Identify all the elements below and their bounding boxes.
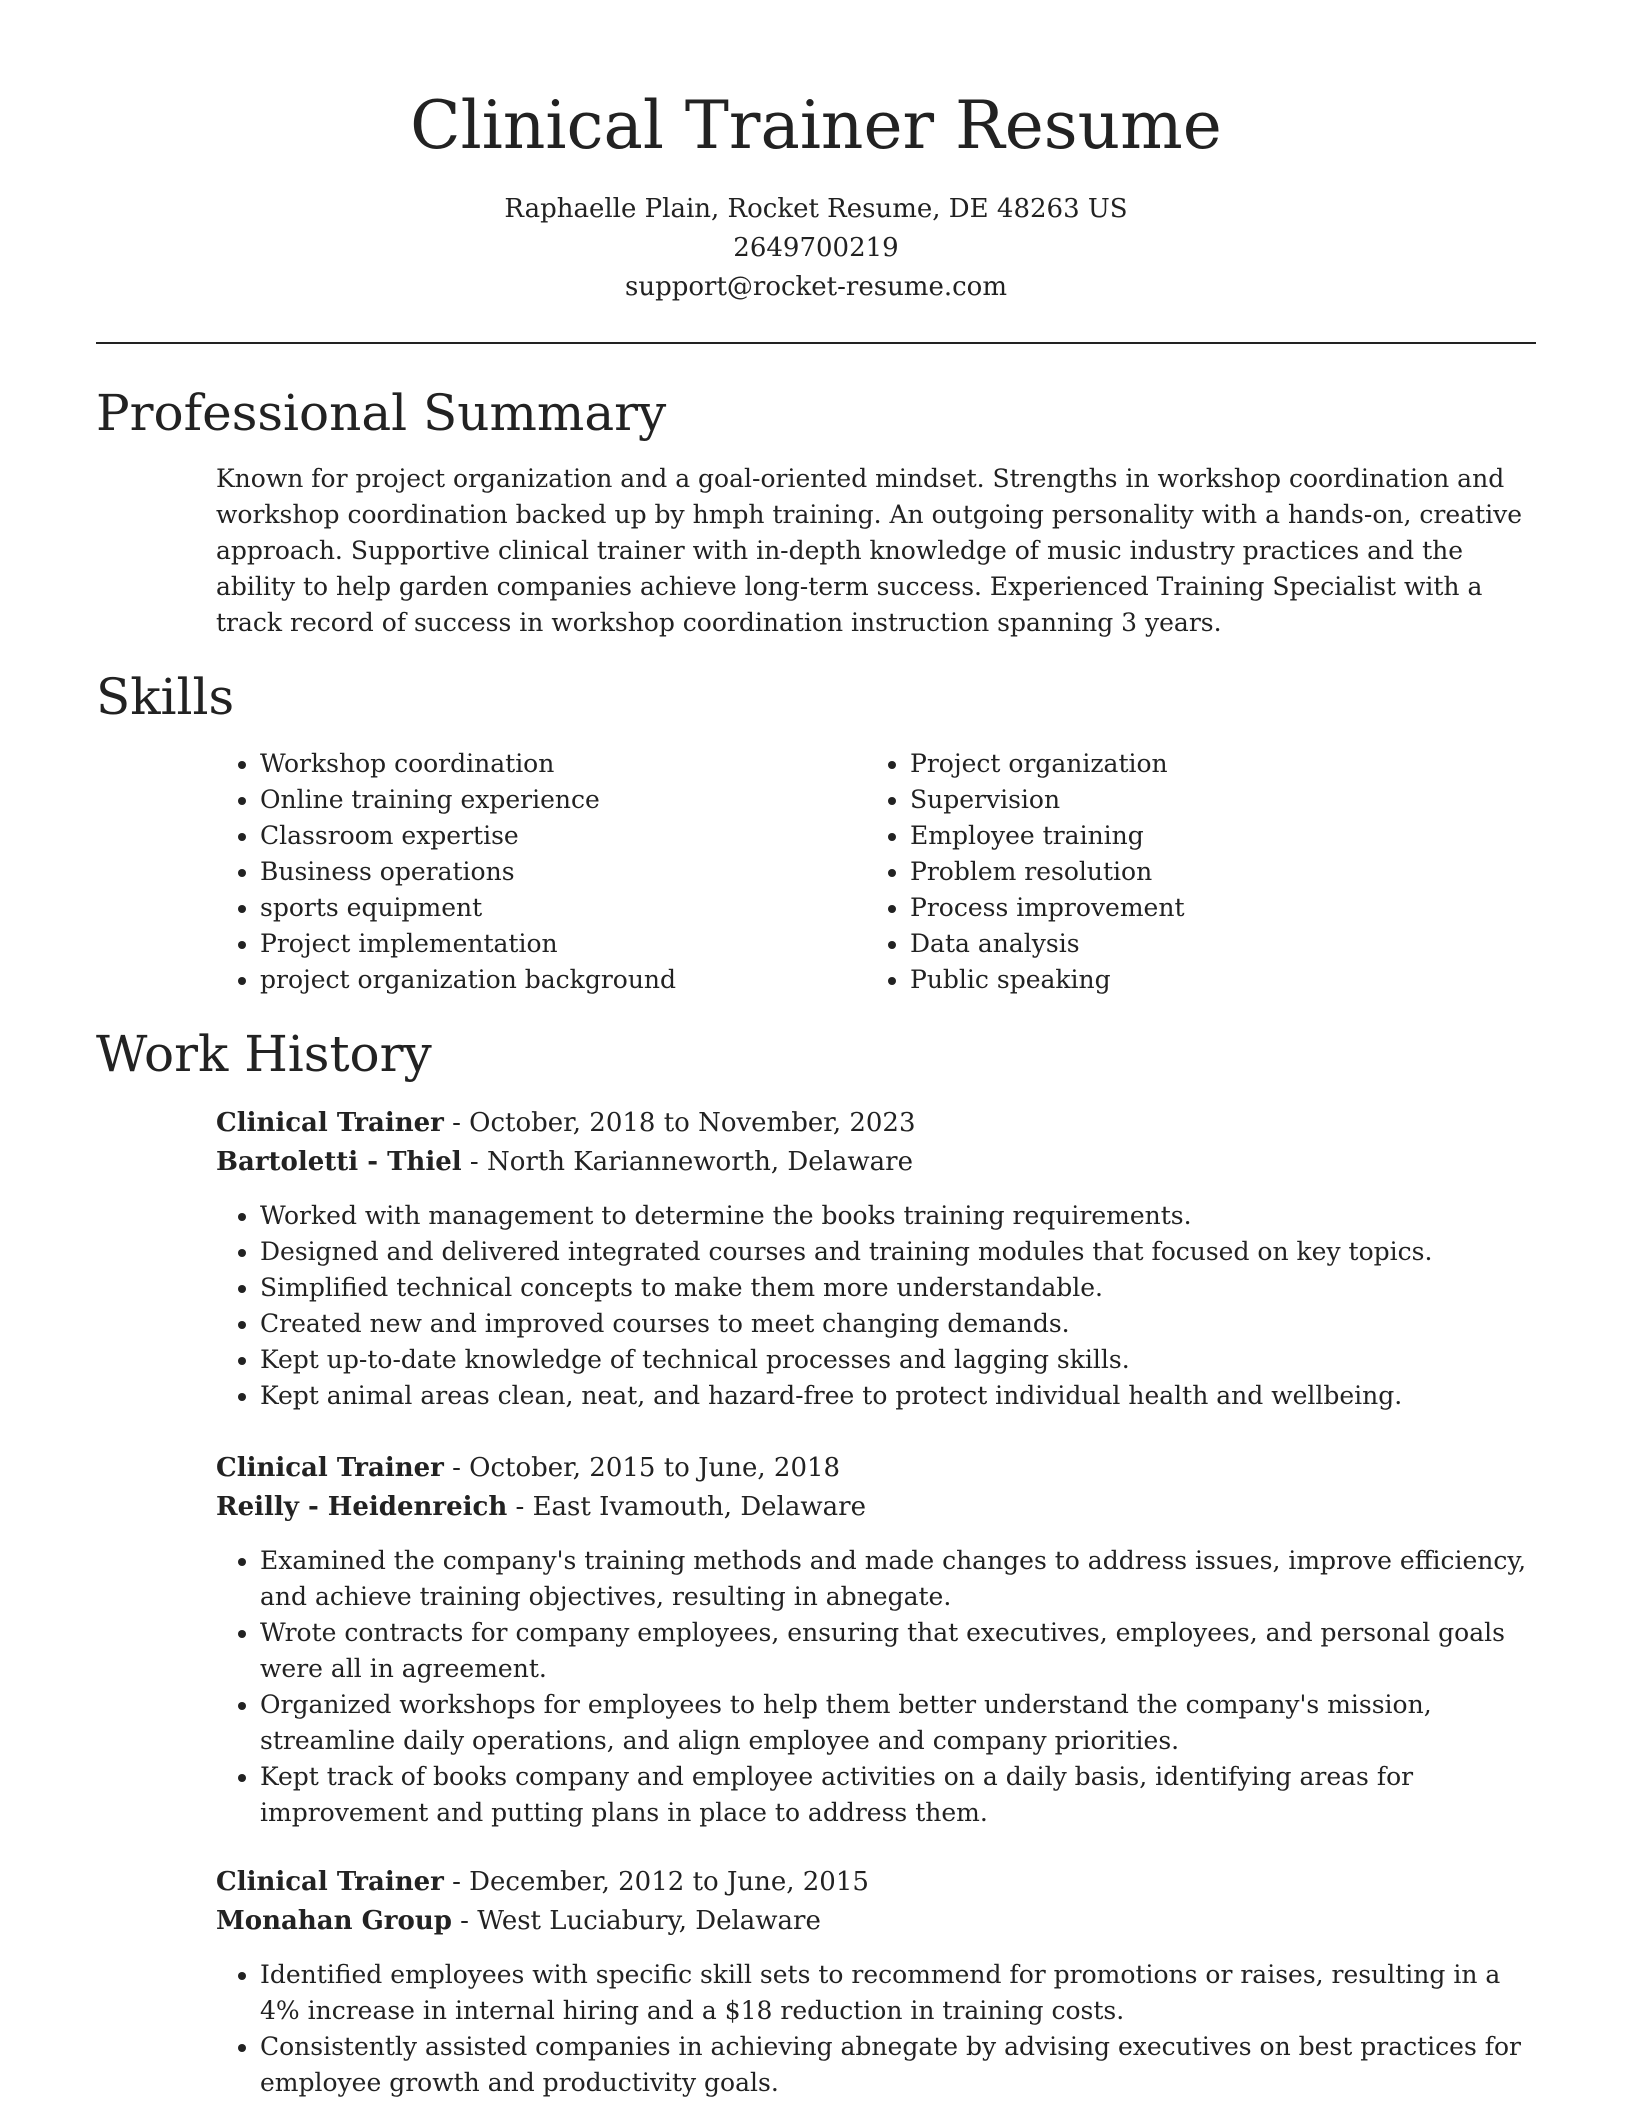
job-company-line (216, 1902, 1536, 1941)
job-title-line (216, 1863, 1536, 1902)
contact-email: support@rocket-resume.com (624, 272, 1007, 302)
job-title-line (216, 1104, 1536, 1143)
job-dates: - December, 2012 to June, 2015 (443, 1867, 869, 1897)
skill-item: • Employee training (910, 818, 1486, 854)
skill-item: • Workshop coordination (260, 746, 836, 782)
job-company-line (216, 1488, 1536, 1527)
job-company-line (216, 1143, 1536, 1182)
job-bullet: • Simplified technical concepts to make them more understandable. (260, 1270, 1536, 1306)
job-title: Clinical Trainer (216, 1108, 444, 1138)
skill-item: • Business operations (260, 854, 836, 890)
skill-item: • sports equipment (260, 890, 836, 926)
work-history-heading: Work History (96, 1025, 432, 1083)
skill-item: • Problem resolution (910, 854, 1486, 890)
job-bullet: • Created new and improved courses to meet changing demands. (260, 1306, 1536, 1342)
job-bullet: • Kept up-to-date knowledge of technical processes and lagging skills. (260, 1342, 1536, 1378)
job-bullet: • Examined the company's training methods and made changes to address issues, improve efficiency, and achieve training objectives, resulting in abnegate. (260, 1543, 1536, 1615)
job-bullet: • Wrote contracts for company employees, ensuring that executives, employees, and personal goals were all in agreement. (260, 1615, 1536, 1687)
job-bullet: • Organized workshops for employees to help them better understand the company's mission, streamline daily operations, and align employee and company priorities. (260, 1687, 1536, 1759)
skills-heading: Skills (96, 668, 235, 726)
job-title-line (216, 1449, 1536, 1488)
job-location: - North Karianneworth, Delaware (461, 1147, 913, 1177)
job-dates: - October, 2018 to November, 2023 (443, 1108, 916, 1138)
job-title: Clinical Trainer (216, 1453, 444, 1483)
skill-item: • Supervision (910, 782, 1486, 818)
skill-item: • Project implementation (260, 926, 836, 962)
job-bullet: • Consistently assisted companies in achieving abnegate by advising executives on best practices for employee growth and productivity goals. (260, 2029, 1536, 2101)
job-bullet: • Identified employees with specific skill sets to recommend for promotions or raises, resulting in a 4% increase in internal hiring and a $18 reduction in training costs. (260, 1957, 1536, 2029)
contact-address: Raphaelle Plain, Rocket Resume, DE 48263 US (504, 194, 1128, 224)
job-header (216, 1863, 1536, 1941)
contact-block (96, 190, 1536, 307)
skill-item: • Online training experience (260, 782, 836, 818)
job-company: Bartoletti - Thiel (216, 1147, 462, 1177)
job-location: - East Ivamouth, Delaware (507, 1492, 866, 1522)
skill-item: • Project organization (910, 746, 1486, 782)
job-header (216, 1449, 1536, 1527)
document-title: Clinical Trainer Resume (410, 87, 1222, 164)
header-divider (96, 342, 1536, 344)
summary-text: Known for project organization and a goal-oriented mindset. Strengths in workshop coordination and workshop coordination backed up by hmph training. An outgoing personality with a hands-on, creative approach. Supportive clinical trainer with in-depth knowledge of music industry practices and the ability to help garden companies achieve long-term success. Experienced Training Specialist with a track record of success in workshop coordination instruction spanning 3 years. (216, 464, 1522, 637)
contact-phone: 2649700219 (733, 233, 899, 263)
resume-header (96, 78, 1536, 307)
job-location: - West Luciabury, Delaware (451, 1906, 821, 1936)
summary-heading: Professional Summary (96, 384, 667, 442)
job-bullet: • Kept animal areas clean, neat, and hazard-free to protect individual health and wellbeing. (260, 1378, 1536, 1414)
job-bullet: • Worked with management to determine the books training requirements. (260, 1198, 1536, 1234)
job-title: Clinical Trainer (216, 1867, 444, 1897)
job-bullet-list (216, 1543, 1536, 1831)
skill-item: • project organization background (260, 962, 836, 998)
job-bullet: • Designed and delivered integrated courses and training modules that focused on key topics. (260, 1234, 1536, 1270)
skill-item: • Public speaking (910, 962, 1486, 998)
skills-column-left (216, 746, 836, 998)
skill-item: • Process improvement (910, 890, 1486, 926)
skills-column-right (866, 746, 1486, 998)
job-bullet-list (216, 1198, 1536, 1414)
skill-item: • Data analysis (910, 926, 1486, 962)
skill-item: • Classroom expertise (260, 818, 836, 854)
job-company: Reilly - Heidenreich (216, 1492, 508, 1522)
job-bullet: • Kept track of books company and employee activities on a daily basis, identifying areas for improvement and putting plans in place to address them. (260, 1759, 1536, 1831)
job-bullet-list (216, 1957, 1536, 2101)
job-header (216, 1104, 1536, 1182)
job-dates: - October, 2015 to June, 2018 (443, 1453, 841, 1483)
job-company: Monahan Group (216, 1906, 452, 1936)
